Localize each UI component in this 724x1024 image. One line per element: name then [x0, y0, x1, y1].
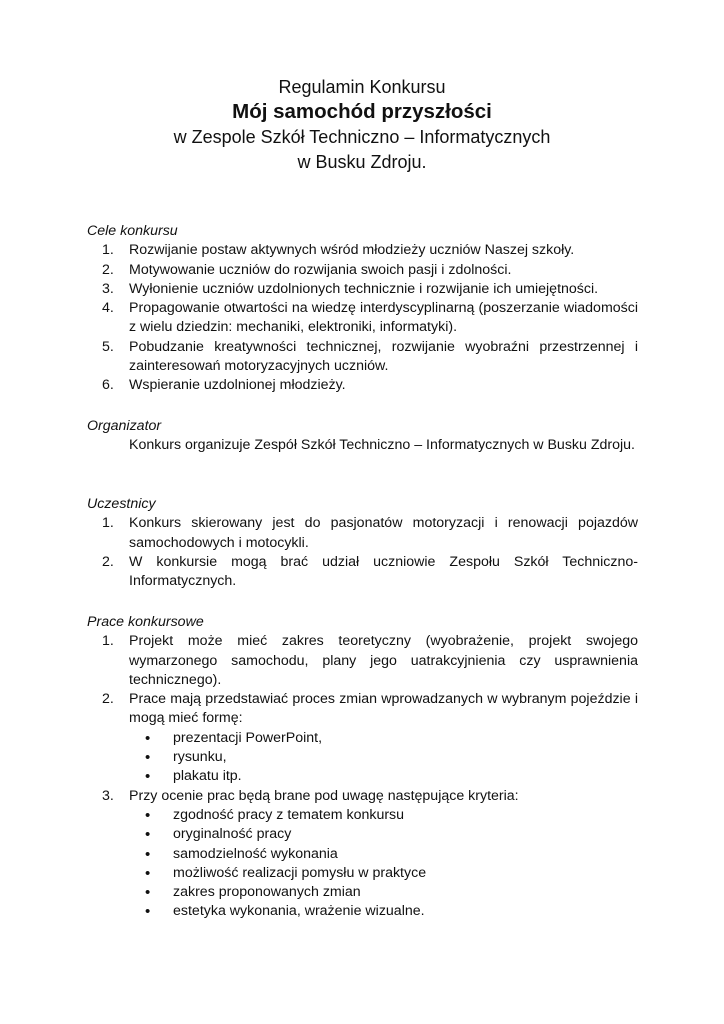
bullet-icon: •	[145, 768, 151, 786]
item-number: 6.	[102, 377, 114, 394]
uczestnicy-list	[87, 514, 638, 591]
bullet-item	[87, 902, 638, 921]
bullet-item	[87, 729, 638, 748]
section-title-organizator: Organizator	[87, 418, 162, 434]
item-number: 3.	[102, 280, 114, 297]
criteria-bullet-list	[87, 806, 638, 922]
item-number: 2.	[102, 261, 114, 278]
item-text: Propagowanie otwartości na wiedzę interdyscyplinarną (poszerzanie wiadomości z wielu dziedzin: mechaniki, elektroniki, informatyki).	[129, 300, 638, 336]
item-text: Pobudzanie kreatywności technicznej, rozwijanie wyobraźni przestrzennej i zainteresowań motoryzacyjnych uczniów.	[129, 338, 638, 375]
item-number: 5.	[102, 338, 114, 355]
item-text: Rozwijanie postaw aktywnych wśród młodzieży uczniów Naszej szkoły.	[129, 242, 575, 259]
bullet-item	[87, 845, 638, 864]
list-item	[87, 338, 638, 377]
bullet-icon: •	[145, 749, 151, 767]
bullet-text: samodzielność wykonania	[173, 845, 338, 862]
document-header	[0, 76, 724, 174]
item-text: Wyłonienie uczniów uzdolnionych technicznie i rozwijanie ich umiejętności.	[129, 280, 599, 297]
list-item	[87, 261, 638, 280]
bullet-item	[87, 864, 638, 883]
section-cele	[87, 222, 638, 396]
bullet-item	[87, 806, 638, 825]
section-uczestnicy	[87, 495, 638, 591]
item-number: 2.	[102, 553, 114, 570]
bullet-item	[87, 767, 638, 786]
item-text: Wspieranie uzdolnionej młodzieży.	[129, 377, 346, 394]
bullet-text: oryginalność pracy	[173, 826, 292, 843]
list-item	[87, 690, 638, 729]
section-title-uczestnicy: Uczestnicy	[87, 496, 156, 512]
list-item	[87, 553, 638, 592]
item-text: Przy ocenie prac będą brane pod uwagę następujące kryteria:	[129, 787, 519, 804]
header-line-1: Regulamin Konkursu	[278, 77, 446, 97]
item-number: 1.	[102, 515, 114, 532]
list-item	[87, 241, 638, 260]
bullet-text: zakres proponowanych zmian	[173, 884, 361, 901]
item-text: Prace mają przedstawiać proces zmian wprowadzanych w wybranym pojeździe i mogą mieć formę:	[129, 691, 638, 727]
bullet-text: prezentacji PowerPoint,	[173, 729, 323, 746]
bullet-icon: •	[145, 884, 151, 902]
item-number: 4.	[102, 300, 114, 317]
section-title-prace: Prace konkursowe	[87, 614, 204, 630]
bullet-icon: •	[145, 903, 151, 921]
bullet-icon: •	[145, 806, 151, 824]
organizator-text: Konkurs organizuje Zespół Szkół Techniczno – Informatycznych w Busku Zdroju.	[129, 437, 635, 454]
section-organizator	[87, 417, 638, 456]
bullet-item	[87, 825, 638, 844]
list-item	[87, 280, 638, 299]
prace-list	[87, 632, 638, 728]
prace-list-continued	[87, 787, 638, 806]
item-text: Projekt może mieć zakres teoretyczny (wyobrażenie, projekt swojego wymarzonego samochodu, plany jego uatrakcyjnienia czy usprawnienia technicznego).	[129, 633, 638, 688]
list-item	[87, 299, 638, 338]
section-prace	[87, 613, 638, 922]
list-item	[87, 787, 638, 806]
forms-bullet-list	[87, 729, 638, 787]
bullet-icon: •	[145, 845, 151, 863]
bullet-item	[87, 883, 638, 902]
item-text: Motywowanie uczniów do rozwijania swoich pasji i zdolności.	[129, 261, 512, 278]
bullet-icon: •	[145, 729, 151, 747]
document-title: Mój samochód przyszłości	[232, 100, 492, 123]
list-item	[87, 376, 638, 395]
item-text: W konkursie mogą brać udział uczniowie Zespołu Szkół Techniczno-Informatycznych.	[129, 553, 638, 590]
list-item	[87, 514, 638, 553]
bullet-item	[87, 748, 638, 767]
bullet-text: zgodność pracy z tematem konkursu	[173, 806, 405, 823]
bullet-text: możliwość realizacji pomysłu w praktyce	[173, 864, 427, 881]
item-number: 1.	[102, 242, 114, 259]
bullet-icon: •	[145, 826, 151, 844]
item-text: Konkurs skierowany jest do pasjonatów motoryzacji i renowacji pojazdów samochodowych i motocykli.	[129, 515, 638, 551]
header-line-3: w Zespole Szkół Techniczno – Informatycznych	[173, 127, 551, 147]
bullet-text: rysunku,	[173, 749, 227, 766]
item-number: 3.	[102, 787, 114, 804]
cele-list	[87, 241, 638, 395]
header-line-4: w Busku Zdroju.	[297, 152, 427, 172]
list-item	[87, 632, 638, 690]
item-number: 1.	[102, 633, 114, 650]
section-title-cele: Cele konkursu	[87, 223, 178, 239]
bullet-text: plakatu itp.	[173, 768, 242, 785]
bullet-text: estetyka wykonania, wrażenie wizualne.	[173, 903, 425, 920]
item-number: 2.	[102, 691, 114, 708]
bullet-icon: •	[145, 864, 151, 882]
